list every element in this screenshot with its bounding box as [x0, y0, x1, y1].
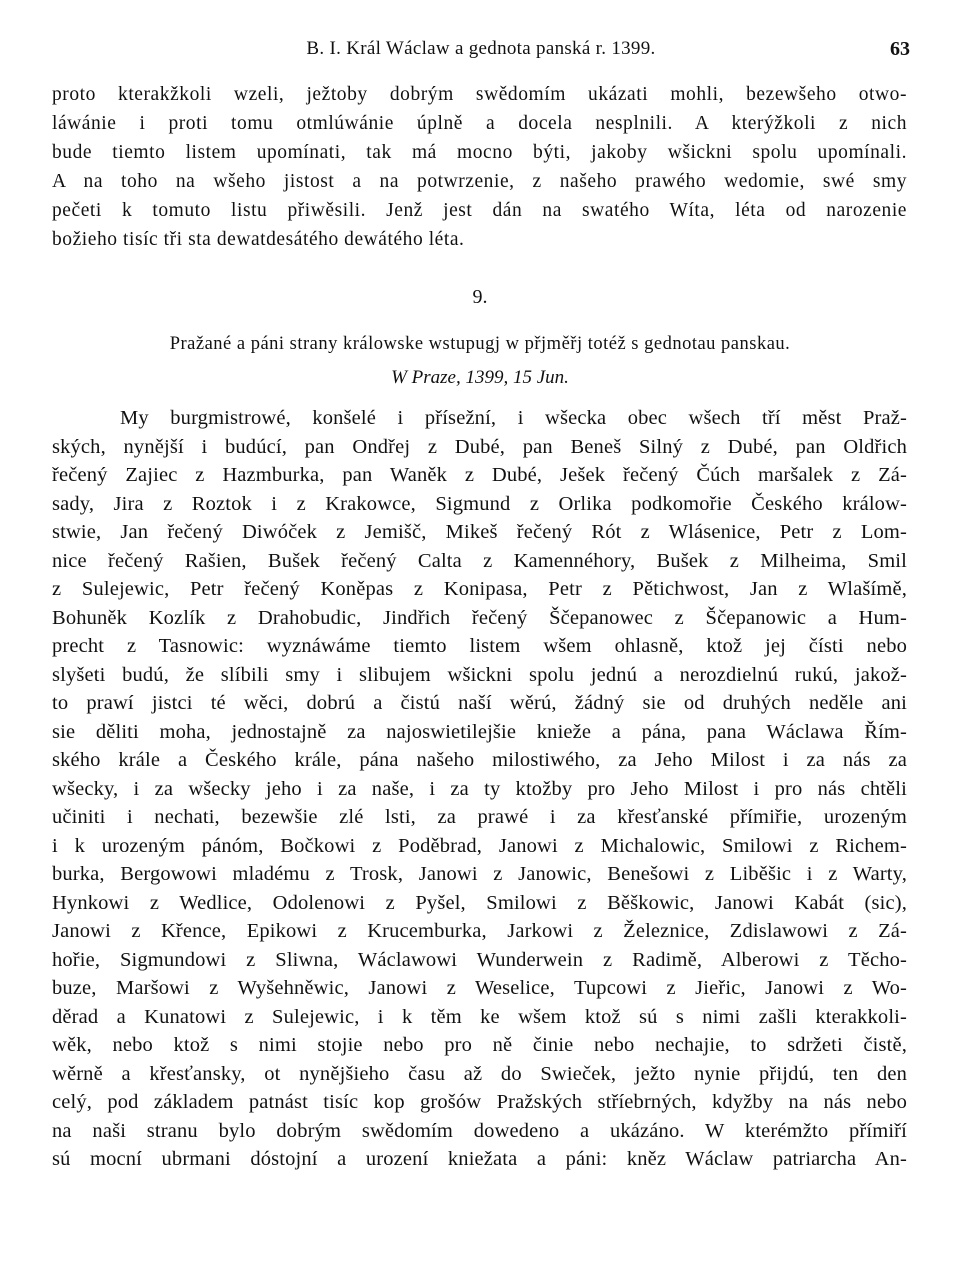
text-line: řečený Zajiec z Hazmburka, pan Waněk z Dubé, Ješek řečený Čúch maršalek z Zá-	[52, 464, 907, 486]
text-line: Bohuněk Kozlík z Drahobudic, Jindřich řečený Ščepanowec z Ščepanowic a Hum-	[52, 606, 907, 629]
text-line: Hynkowi z Wedlice, Odolenowi z Pyšel, Smilowi z Běškowic, Janowi Kabát (sic),	[52, 891, 907, 914]
text-line: wěk, nebo ktož s nimi stojie nebo pro ně činie nebo nechajie, to sdržeti čistě,	[52, 1034, 907, 1056]
text-line: z Sulejewic, Petr řečený Koněpas z Konipasa, Petr z Pětichwost, Jan z Wlašímě,	[52, 578, 907, 600]
text-line: wšecky, i za wšecky jeho i za naše, i za ty ktožby pro Jeho Milost i pro nás chtěli	[52, 777, 907, 800]
text-line: Janowi z Křence, Epikowi z Krucemburka, Jarkowi z Železnice, Zdislawowi z Zá-	[52, 920, 907, 942]
place-date-line: W Praze, 1399, 15 Jun.	[391, 367, 569, 388]
text-line: ského krále a Českého krále, pána našeho milostiwého, za Jeho Milost i za nás za	[52, 749, 907, 771]
text-line: wěrně a křesťansky, ot nynějšieho času až do Swieček, ježto nynie přijdú, ten den	[52, 1062, 907, 1085]
text-line: My burgmistrowé, konšelé i přísežní, i wšecka obec wšech tří měst Praž-	[120, 407, 907, 429]
text-line: učiniti i nechati, bezewšie zlé lsti, za prawé i za křesťanské přímiřie, urozeným	[52, 806, 907, 828]
text-line: na naši stranu bylo dobrým swědomím dowedeno a ukázáno. W kterémžto přímiří	[52, 1119, 907, 1142]
running-head	[52, 38, 910, 68]
text-line: sú mocní ubrmani dóstojní a urození kniežata a páni: kněz Wáclaw patriarcha An-	[52, 1148, 907, 1170]
text-line: celý, pod základem patnást tisíc kop grošów Pražských stříebrných, kdyžby na nás nebo	[52, 1091, 907, 1113]
text-line: božieho tisíc tři sta dewatdesátého dewátého léta.	[52, 229, 465, 250]
page-number: 63	[890, 38, 910, 60]
text-line: stwie, Jan řečený Diwóček z Jemišč, Mikeš řečený Rót z Wlásenice, Petr z Lom-	[52, 521, 907, 543]
text-line: burka, Bergowowi mladému z Trosk, Janowi z Janowic, Benešowi z Liběšic i z Warty,	[52, 863, 907, 885]
paragraph-continued	[52, 80, 907, 254]
text-line: nice řečený Rašien, Bušek řečený Calta z Kamennéhory, Bušek z Milheima, Smil	[52, 549, 907, 572]
text-line: pečeti k tomuto listu přiwěsili. Jenž jest dán na swatého Wíta, léta od narozenie	[52, 200, 907, 221]
text-line: sady, Jira z Roztok i z Krakowce, Sigmund z Orlika podkomořie Českého králow-	[52, 492, 907, 515]
text-line: láwánie i proti tomu otmlúwánie úplně a docela nesplnili. A kterýžkoli z nich	[52, 113, 907, 134]
text-line: precht z Tasnowic: wyznáwáme tiemto listem wšem ohlasně, ktož jej čísti nebo	[52, 635, 907, 657]
document-heading: Pražané a páni strany králowske wstupugj w přjměřj totéž s gednotau panskau.	[169, 334, 791, 354]
text-line: i k urozeným pánóm, Bočkowi z Poděbrad, Janowi z Michalowic, Smilowi z Richem-	[52, 834, 907, 857]
running-head-title: B. I. Král Wáclaw a gednota panská r. 1399.	[306, 38, 656, 59]
text-line: to prawí jistci té wěci, dobrú a čistú naší wěrú, žádný sie od druhých neděle ani	[52, 692, 907, 714]
text-line: bude tiemto listem upomínati, tak má mocno býti, jakoby wšickni spolu upomínali.	[52, 142, 907, 163]
document-number: 9.	[472, 286, 488, 308]
text-line: buze, Maršowi z Wyšehněwic, Janowi z Weselice, Tupcowi z Jieřic, Janowi z Wo-	[52, 977, 907, 999]
text-line: slyšeti budú, že slíbili smy i slibujem wšickni spolu jednú a nerozdielnú rukú, jakož-	[52, 663, 907, 686]
text-line: děrad a Kunatowi z Sulejewic, i k těm ke wšem ktož sú s nimi zašli kterakkoli-	[52, 1005, 907, 1028]
text-line: A na toho na wšeho jistost a na potwrzenie, z našeho prawého wedomie, swé smy	[52, 171, 907, 192]
text-line: ských, nynější i budúcí, pan Ondřej z Dubé, pan Beneš Silný z Dubé, pan Oldřich	[52, 435, 907, 458]
text-line: proto kterakžkoli wzeli, ježtoby dobrým swědomím ukázati mohli, bezewšeho otwo-	[52, 84, 907, 105]
document-body	[52, 404, 907, 1174]
text-line: sie děliti moha, jednostajně za najoswietilejšie knieže a pána, pana Wáclawa Řím-	[52, 720, 907, 743]
text-line: hořie, Sigmundowi z Sliwna, Wáclawowi Wunderwein z Radimě, Alberowi z Těcho-	[52, 948, 907, 971]
